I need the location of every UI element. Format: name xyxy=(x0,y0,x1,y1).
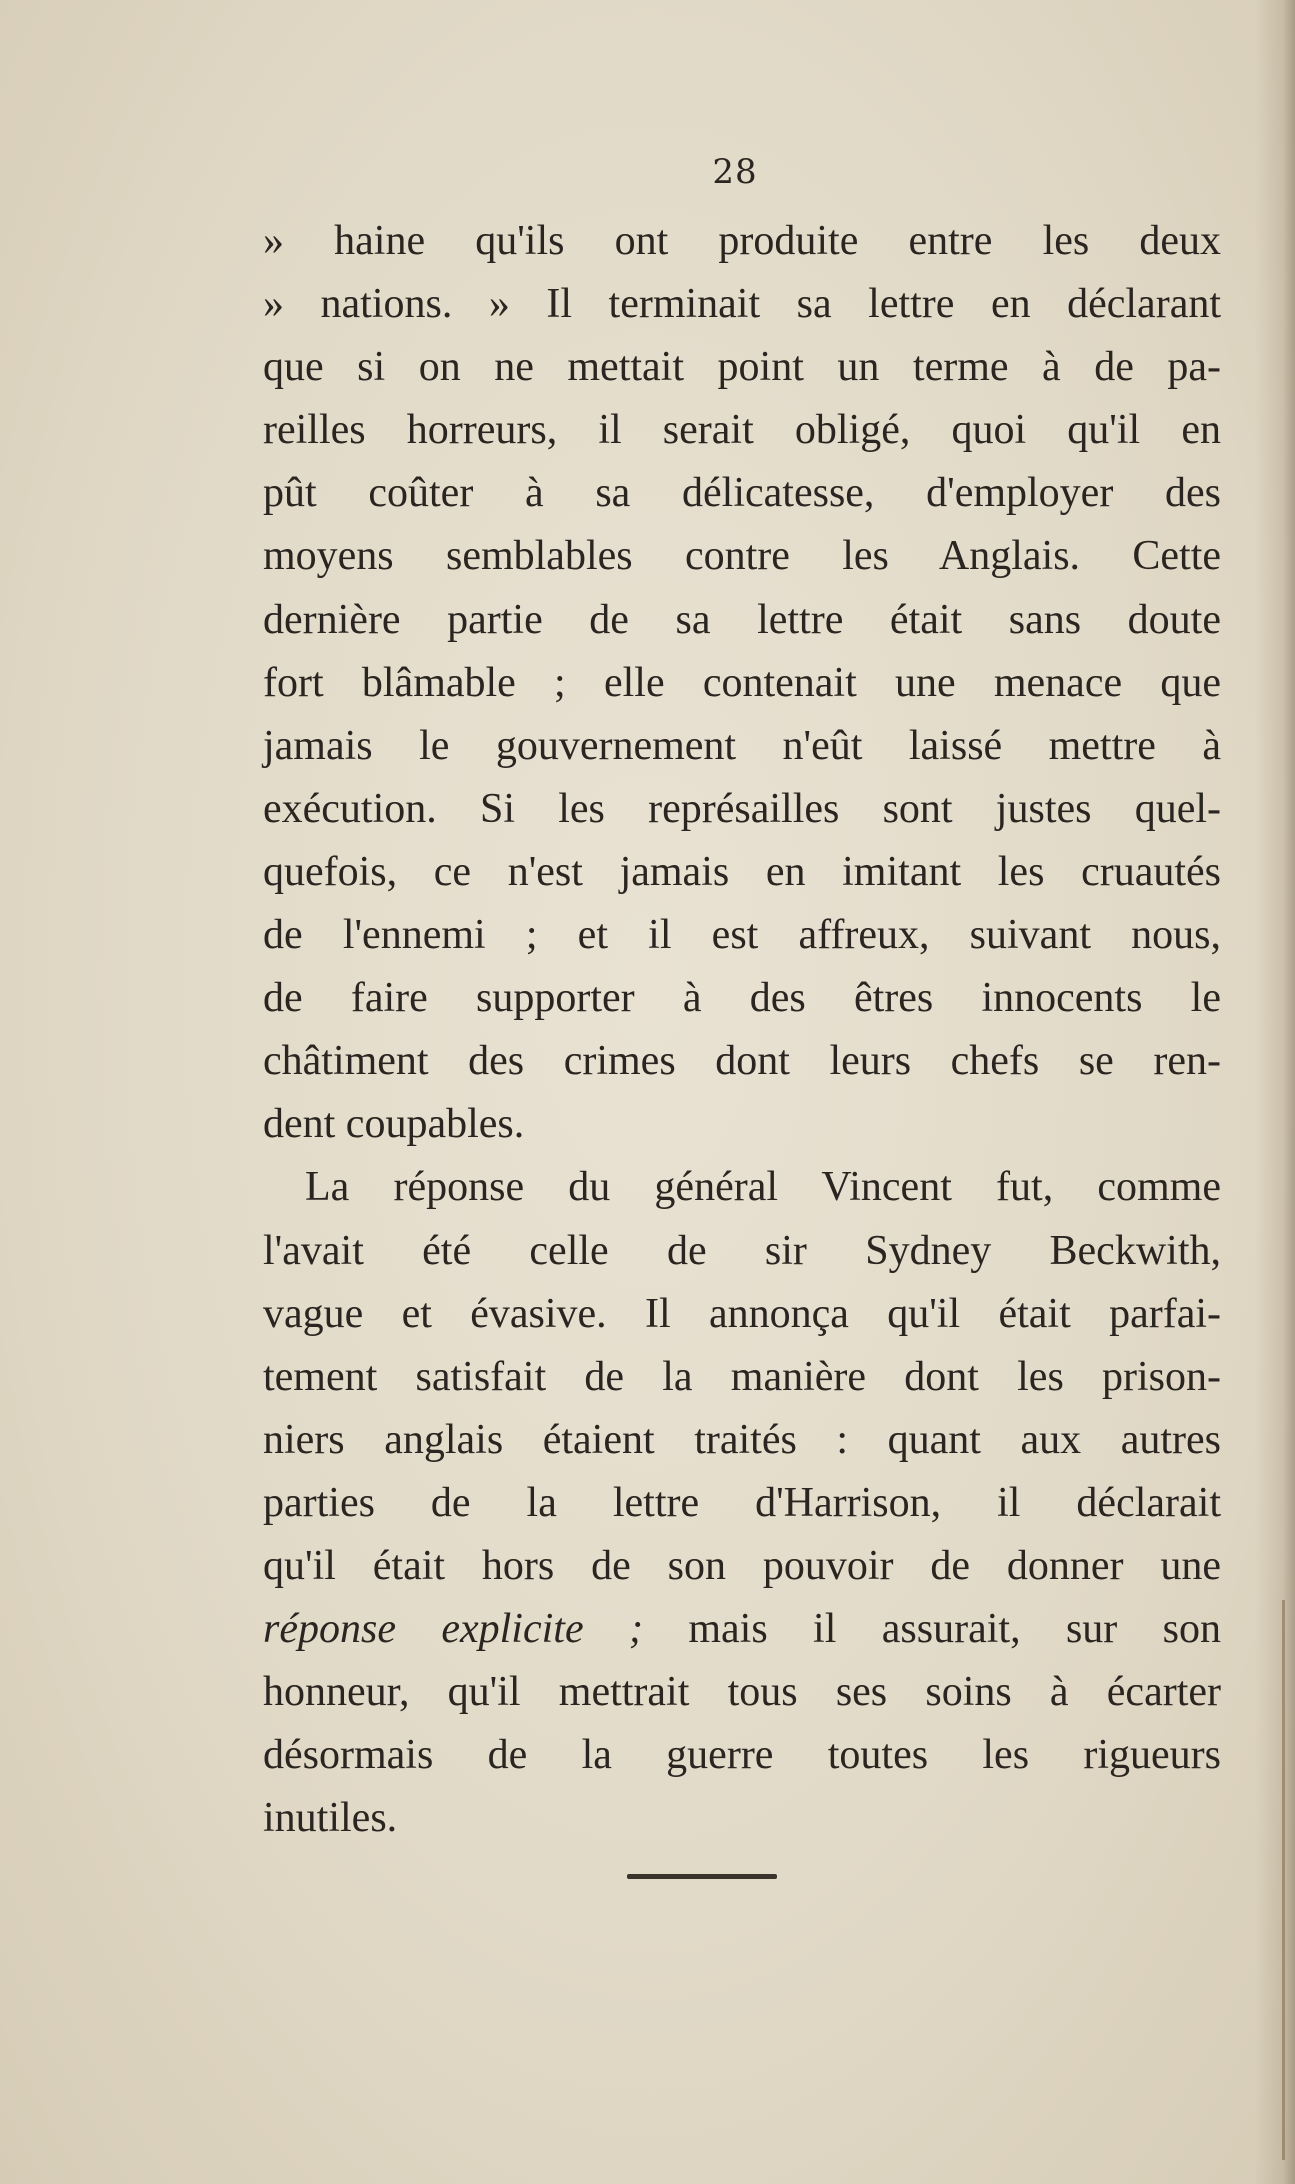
text-line: honneur, qu'il mettrait tous ses soins à écarter xyxy=(263,1669,1221,1716)
text-line: inutiles. xyxy=(263,1795,398,1842)
text-line: dent coupables. xyxy=(263,1101,525,1148)
page-number: 28 xyxy=(712,152,758,192)
text-line: fort blâmable ; elle contenait une menace que xyxy=(263,659,1221,706)
text-line: » haine qu'ils ont produite entre les deux xyxy=(263,218,1221,264)
italic-phrase: réponse explicite ; xyxy=(263,1606,643,1653)
text-line: désormais de la guerre toutes les rigueurs xyxy=(263,1732,1221,1779)
text-line: qu'il était hors de son pouvoir de donner une xyxy=(263,1542,1221,1589)
text-line: de l'ennemi ; et il est affreux, suivant nous, xyxy=(263,912,1221,959)
text-line: châtiment des crimes dont leurs chefs se ren- xyxy=(263,1038,1221,1085)
text-line: » nations. » Il terminait sa lettre en déclarant xyxy=(263,281,1221,328)
text-line: dernière partie de sa lettre était sans doute xyxy=(263,596,1221,643)
text-line: exécution. Si les représailles sont justes quel- xyxy=(263,785,1221,832)
text-line: quefois, ce n'est jamais en imitant les cruautés xyxy=(263,848,1221,895)
page-fold-shadow xyxy=(1255,0,1295,2184)
end-separator-rule xyxy=(627,1874,777,1879)
text-line: moyens semblables contre les Anglais. Cette xyxy=(263,533,1221,580)
text-line: l'avait été celle de sir Sydney Beckwith, xyxy=(263,1227,1221,1274)
text-line: de faire supporter à des êtres innocents le xyxy=(263,975,1221,1022)
page-fold-line xyxy=(1282,1600,1285,2160)
text-fragment: mais il assurait, sur son xyxy=(642,1606,1222,1653)
text-line: tement satisfait de la manière dont les prison- xyxy=(263,1353,1221,1400)
text-line: parties de la lettre d'Harrison, il déclarait xyxy=(263,1479,1221,1526)
text-line: niers anglais étaient traités : quant aux autres xyxy=(263,1416,1221,1463)
body-text xyxy=(263,210,1221,1850)
text-line: que si on ne mettait point un terme à de pa- xyxy=(263,344,1221,391)
text-line: pût coûter à sa délicatesse, d'employer des xyxy=(263,470,1221,517)
text-line: vague et évasive. Il annonça qu'il était parfai- xyxy=(263,1290,1221,1337)
text-line: jamais le gouvernement n'eût laissé mettre à xyxy=(263,722,1221,769)
text-line: reilles horreurs, il serait obligé, quoi qu'il en xyxy=(263,407,1221,454)
text-line: La réponse du général Vincent fut, comme xyxy=(305,1164,1221,1211)
text-line-with-italic xyxy=(263,1598,1221,1661)
